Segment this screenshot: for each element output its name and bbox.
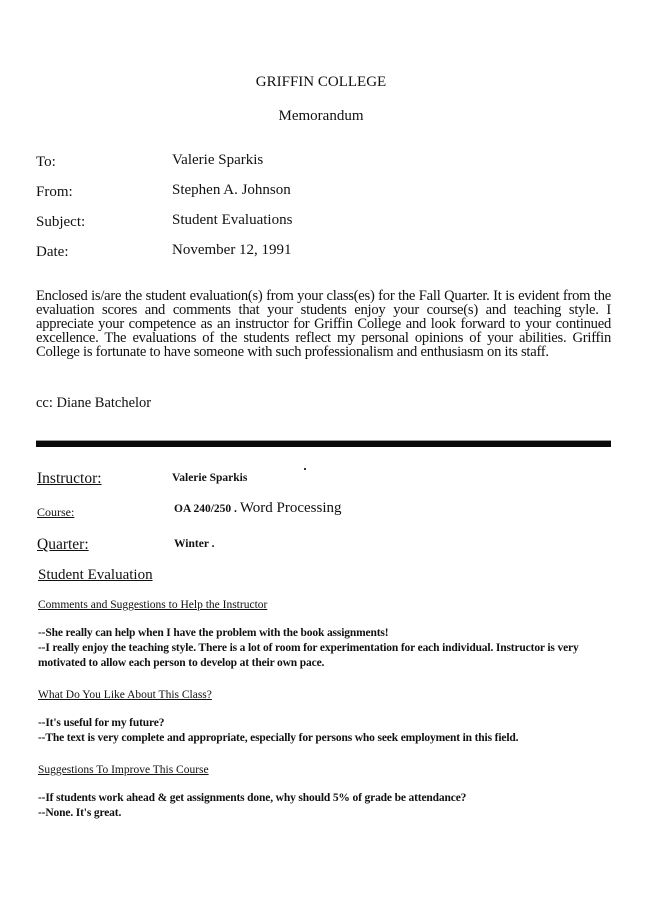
course-name: Word Processing xyxy=(239,500,342,516)
scan-speck xyxy=(304,468,306,470)
comment-line: --If students work ahead & get assignments done, why should 5% of grade be attendance? xyxy=(38,792,467,804)
subject-label: Subject: xyxy=(36,214,86,230)
subject-value: Student Evaluations xyxy=(172,212,293,228)
section-heading: Comments and Suggestions to Help the Instructor xyxy=(38,599,268,611)
from-value: Stephen A. Johnson xyxy=(172,182,291,198)
comment-line: motivated to allow each person to develop at their own pace. xyxy=(38,657,325,669)
comment-line: --She really can help when I have the problem with the book assignments! xyxy=(38,627,389,639)
institution-title: GRIFFIN COLLEGE xyxy=(255,74,387,90)
student-evaluation-title: Student Evaluation xyxy=(38,567,153,583)
comment-line: --The text is very complete and appropriate, especially for persons who seek employment in this field. xyxy=(38,732,519,744)
comment-line: --I really enjoy the teaching style. There is a lot of room for experimentation for each individual. Instructor is very xyxy=(38,642,579,654)
comment-line: --None. It's great. xyxy=(38,807,122,819)
section-heading: Suggestions To Improve This Course xyxy=(38,764,209,776)
date-value: November 12, 1991 xyxy=(172,242,292,258)
comment-line: --It's useful for my future? xyxy=(38,717,165,729)
from-label: From: xyxy=(36,184,73,200)
document-type: Memorandum xyxy=(278,108,364,124)
date-label: Date: xyxy=(36,244,69,260)
instructor-value: Valerie Sparkis xyxy=(172,472,248,484)
instructor-label: Instructor: xyxy=(37,470,102,487)
course-value xyxy=(174,500,342,517)
section-heading: What Do You Like About This Class? xyxy=(38,689,212,701)
section-divider xyxy=(36,441,611,447)
to-value: Valerie Sparkis xyxy=(172,152,264,168)
quarter-label: Quarter: xyxy=(37,536,89,553)
course-label: Course: xyxy=(37,505,75,519)
memo-body-paragraph: Enclosed is/are the student evaluation(s) from your class(es) for the Fall Quarter. It is evident from the evaluation scores and comments that your students enjoy your course(s) and teaching style. I appreciate your competence as an instructor for Griffin College and look forward to your continued excellence. The evaluations of the students reflect my personal opinions of your abilities. Griffin College is fortunate to have someone with such professionalism and enthusiasm on its staff. xyxy=(36,288,611,360)
to-label: To: xyxy=(36,154,56,170)
cc-line: cc: Diane Batchelor xyxy=(36,395,152,411)
course-code: OA 240/250 . xyxy=(174,503,237,515)
quarter-value: Winter . xyxy=(174,538,215,550)
